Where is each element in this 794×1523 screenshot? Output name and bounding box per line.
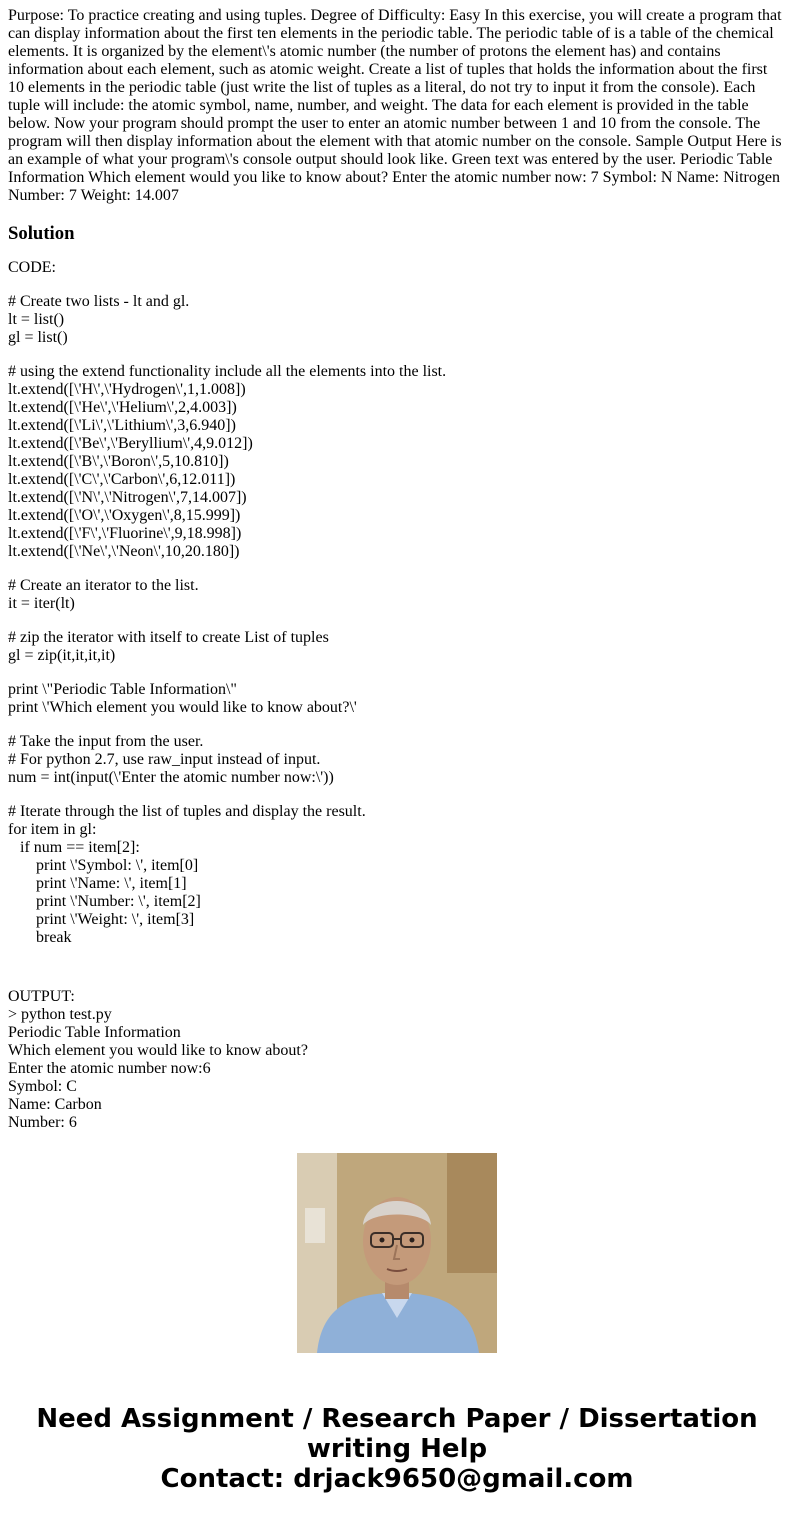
code-block	[8, 733, 786, 787]
code-line: lt = list()	[8, 311, 65, 328]
code-line: gl = zip(it,it,it,it)	[8, 647, 116, 664]
code-block	[8, 803, 786, 947]
output-listing	[8, 988, 786, 1132]
output-line: Enter the atomic number now:6	[8, 1060, 211, 1077]
code-line: # Create two lists - lt and gl.	[8, 293, 190, 310]
code-line: print \'Number: \', item[2]	[8, 893, 201, 910]
code-line: lt.extend([\'Ne\',\'Neon\',10,20.180])	[8, 543, 240, 560]
code-line: # Create an iterator to the list.	[8, 577, 199, 594]
code-line: lt.extend([\'Be\',\'Beryllium\',4,9.012])	[8, 435, 253, 452]
code-line: lt.extend([\'F\',\'Fluorine\',9,18.998])	[8, 525, 242, 542]
code-line: lt.extend([\'Li\',\'Lithium\',3,6.940])	[8, 417, 236, 434]
output-line: Symbol: C	[8, 1078, 77, 1095]
code-line: lt.extend([\'H\',\'Hydrogen\',1,1.008])	[8, 381, 246, 398]
code-line: num = int(input(\'Enter the atomic number now:\'))	[8, 769, 334, 786]
banner-line-1: Need Assignment / Research Paper / Dissertation	[36, 1404, 758, 1434]
code-line: lt.extend([\'N\',\'Nitrogen\',7,14.007])	[8, 489, 247, 506]
code-line: lt.extend([\'O\',\'Oxygen\',8,15.999])	[8, 507, 241, 524]
output-line: Name: Carbon	[8, 1096, 102, 1113]
output-section	[8, 988, 786, 1131]
banner-line-2: writing Help	[306, 1434, 488, 1464]
code-line: print \'Weight: \', item[3]	[8, 911, 195, 928]
code-line: print \'Which element you would like to know about?\'	[8, 699, 357, 716]
tutor-avatar	[297, 1153, 497, 1353]
code-block	[8, 681, 786, 717]
code-line: lt.extend([\'B\',\'Boron\',5,10.810])	[8, 453, 229, 470]
code-listing	[8, 293, 786, 947]
code-line: if num == item[2]:	[8, 839, 140, 856]
question-text: Purpose: To practice creating and using tuples. Degree of Difficulty: Easy In this exercise, you will create a program that can display information about the first ten elements in the periodic table. The periodic table of is a table of the chemical elements. It is organized by the element\'s atomic number (the number of protons the element has) and contains information about each element, such as atomic weight. Create a list of tuples that holds the information about the first 10 elements in the periodic table (just write the list of tuples as a literal, do not try to input it from the console). Each tuple will include: the atomic symbol, name, number, and weight. The data for each element is provided in the table below. Now your program should prompt the user to enter an atomic number between 1 and 10 from the console. The program will then display information about the element with that atomic number on the console. Sample Output Here is an example of what your program\'s console output should look like. Green text was entered by the user. Periodic Table Information Which element would you like to know about? Enter the atomic number now: 7 Symbol: N Name: Nitrogen Number: 7 Weight: 14.007	[8, 7, 782, 204]
code-line: # zip the iterator with itself to create List of tuples	[8, 629, 329, 646]
code-block	[8, 629, 786, 665]
code-block	[8, 293, 786, 347]
output-line: Number: 6	[8, 1114, 77, 1131]
code-line: # using the extend functionality include all the elements into the list.	[8, 363, 447, 380]
code-line: it = iter(lt)	[8, 595, 75, 612]
code-line: # For python 2.7, use raw_input instead of input.	[8, 751, 321, 768]
code-line: # Take the input from the user.	[8, 733, 204, 750]
contact-banner	[0, 1404, 794, 1494]
code-line: for item in gl:	[8, 821, 97, 838]
code-line: lt.extend([\'C\',\'Carbon\',6,12.011])	[8, 471, 236, 488]
document-body	[8, 7, 786, 963]
code-block	[8, 577, 786, 613]
code-line: print \"Periodic Table Information\"	[8, 681, 237, 698]
output-line: Which element you would like to know about?	[8, 1042, 308, 1059]
solution-heading: Solution	[8, 223, 75, 244]
output-line: OUTPUT:	[8, 988, 75, 1005]
code-line: gl = list()	[8, 329, 68, 346]
banner-contact: Contact: drjack9650@gmail.com	[160, 1464, 634, 1494]
code-block	[8, 363, 786, 561]
code-line: print \'Symbol: \', item[0]	[8, 857, 199, 874]
output-line: Periodic Table Information	[8, 1024, 181, 1041]
tutor-photo	[297, 1153, 497, 1353]
code-line: print \'Name: \', item[1]	[8, 875, 187, 892]
code-line: break	[8, 929, 72, 946]
code-line: lt.extend([\'He\',\'Helium\',2,4.003])	[8, 399, 237, 416]
code-label: CODE:	[8, 259, 56, 276]
output-line: > python test.py	[8, 1006, 112, 1023]
code-line: # Iterate through the list of tuples and display the result.	[8, 803, 366, 820]
